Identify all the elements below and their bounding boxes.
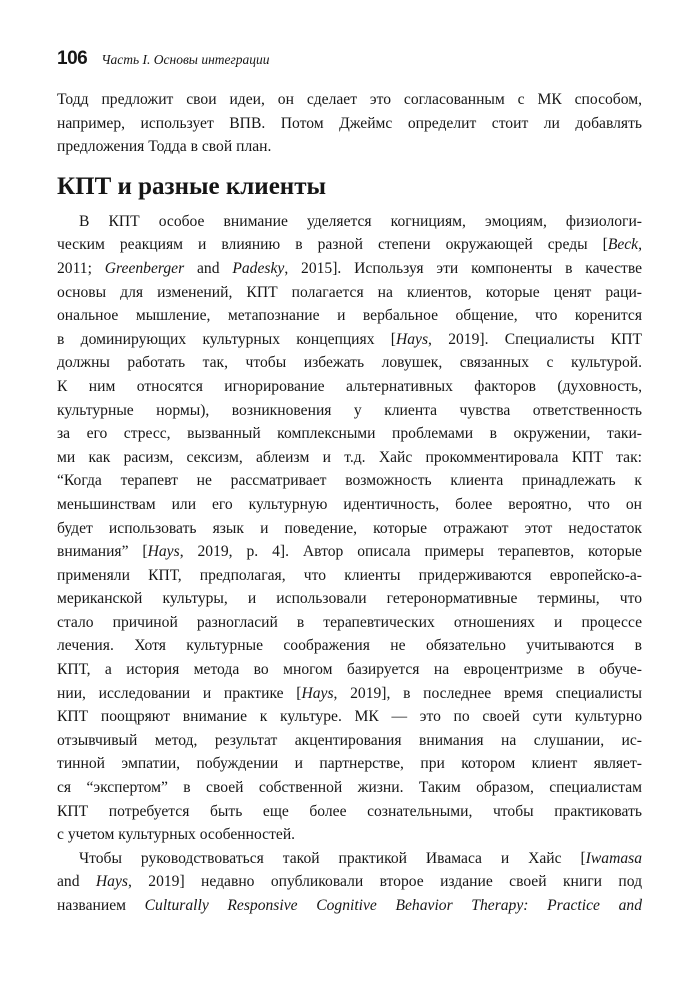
text-line: 2011; Greenberger and Padesky, 2015]. Используя эти компоненты в качестве	[57, 259, 643, 277]
text-line: ческим реакциям и влиянию в разной степени окружающей среды [Beck,	[57, 236, 642, 254]
text-line: культурные нормы), возникновения у клиента чувства ответственность	[57, 401, 642, 419]
page-body	[57, 88, 642, 918]
text-line: меньшинствам или его культурную идентичность, более вероятно, что он	[57, 495, 642, 513]
paragraph-1	[57, 210, 642, 847]
text-line: Чтобы руководствоваться такой практикой Ивамаса и Хайс [Iwamasa	[79, 849, 642, 867]
text-line: КПТ потребуется быть еще более сознательными, чтобы практиковать	[57, 802, 642, 820]
text-line: мериканской культуры, и использовали гетеронормативные термины, что	[57, 590, 642, 608]
running-title: Часть I. Основы интеграции	[101, 52, 270, 67]
page-number: 106	[57, 48, 88, 69]
text-line: тинной эмпатии, побуждении и партнерстве, при котором клиент являет-	[57, 755, 642, 773]
text-line: ональное мышление, метапознание и вербальное общение, что коренится	[57, 307, 642, 325]
text-line: предложения Тодда в свой план.	[57, 138, 272, 156]
text-line: с учетом культурных особенностей.	[57, 826, 296, 844]
text-line: КПТ, а история метода во многом базируется на евроцентризме в обуче-	[57, 661, 642, 679]
text-line: ми как расизм, сексизм, аблеизм и т.д. Хайс прокомментировала КПТ так:	[57, 448, 642, 466]
intro-paragraph	[57, 88, 642, 159]
text-line: в доминирующих культурных концепциях [Hays, 2019]. Специалисты КПТ	[57, 330, 642, 348]
text-line: основы для изменений, КПТ полагается на клиентов, которые ценят раци-	[57, 283, 642, 301]
text-line: должны работать так, чтобы избежать ловушек, связанных с культурой.	[57, 354, 642, 372]
page-header	[57, 48, 270, 70]
text-line: нии, исследовании и практике [Hays, 2019], в последнее время специалисты	[57, 684, 642, 702]
text-line: КПТ поощряют внимание к культуре. МК — это по своей сути культурно	[57, 708, 642, 726]
text-line: К ним относятся игнорирование альтернативных факторов (духовность,	[57, 377, 642, 395]
text-line: за его стресс, вызванный комплексными проблемами в окружении, таки-	[57, 425, 642, 443]
paragraph-2	[57, 847, 642, 918]
text-line: названием Culturally Responsive Cognitive Behavior Therapy: Practice and	[57, 897, 642, 914]
text-line: ся “экспертом” в своей собственной жизни. Таким образом, специалистам	[57, 779, 642, 797]
text-line: стало причиной разногласий в терапевтических отношениях и процессе	[57, 613, 642, 631]
text-line: будет использовать язык и поведение, которые отражают этот недостаток	[57, 519, 642, 537]
text-line: например, использует ВПВ. Потом Джеймс определит стоит ли добавлять	[57, 114, 642, 132]
text-line: применяли КПТ, предполагая, что клиенты придерживаются европейско-а-	[57, 566, 642, 584]
text-line: Тодд предложит свои идеи, он сделает это согласованным с МК способом,	[57, 91, 642, 108]
text-line: and Hays, 2019] недавно опубликовали второе издание своей книги под	[57, 873, 642, 891]
text-line: “Когда терапевт не рассматривает возможность клиента принадлежать к	[57, 472, 642, 490]
text-line: лечения. Хотя культурные соображения не обязательно учитываются в	[57, 637, 642, 655]
text-line: внимания” [Hays, 2019, p. 4]. Автор описала примеры терапевтов, которые	[57, 543, 642, 561]
text-line: отзывчивый метод, результат акцентирования внимания на слушании, ис-	[57, 731, 642, 749]
section-title: КПТ и разные клиенты	[57, 172, 327, 200]
text-line: В КПТ особое внимание уделяется когнициям, эмоциям, физиологи-	[79, 212, 642, 230]
